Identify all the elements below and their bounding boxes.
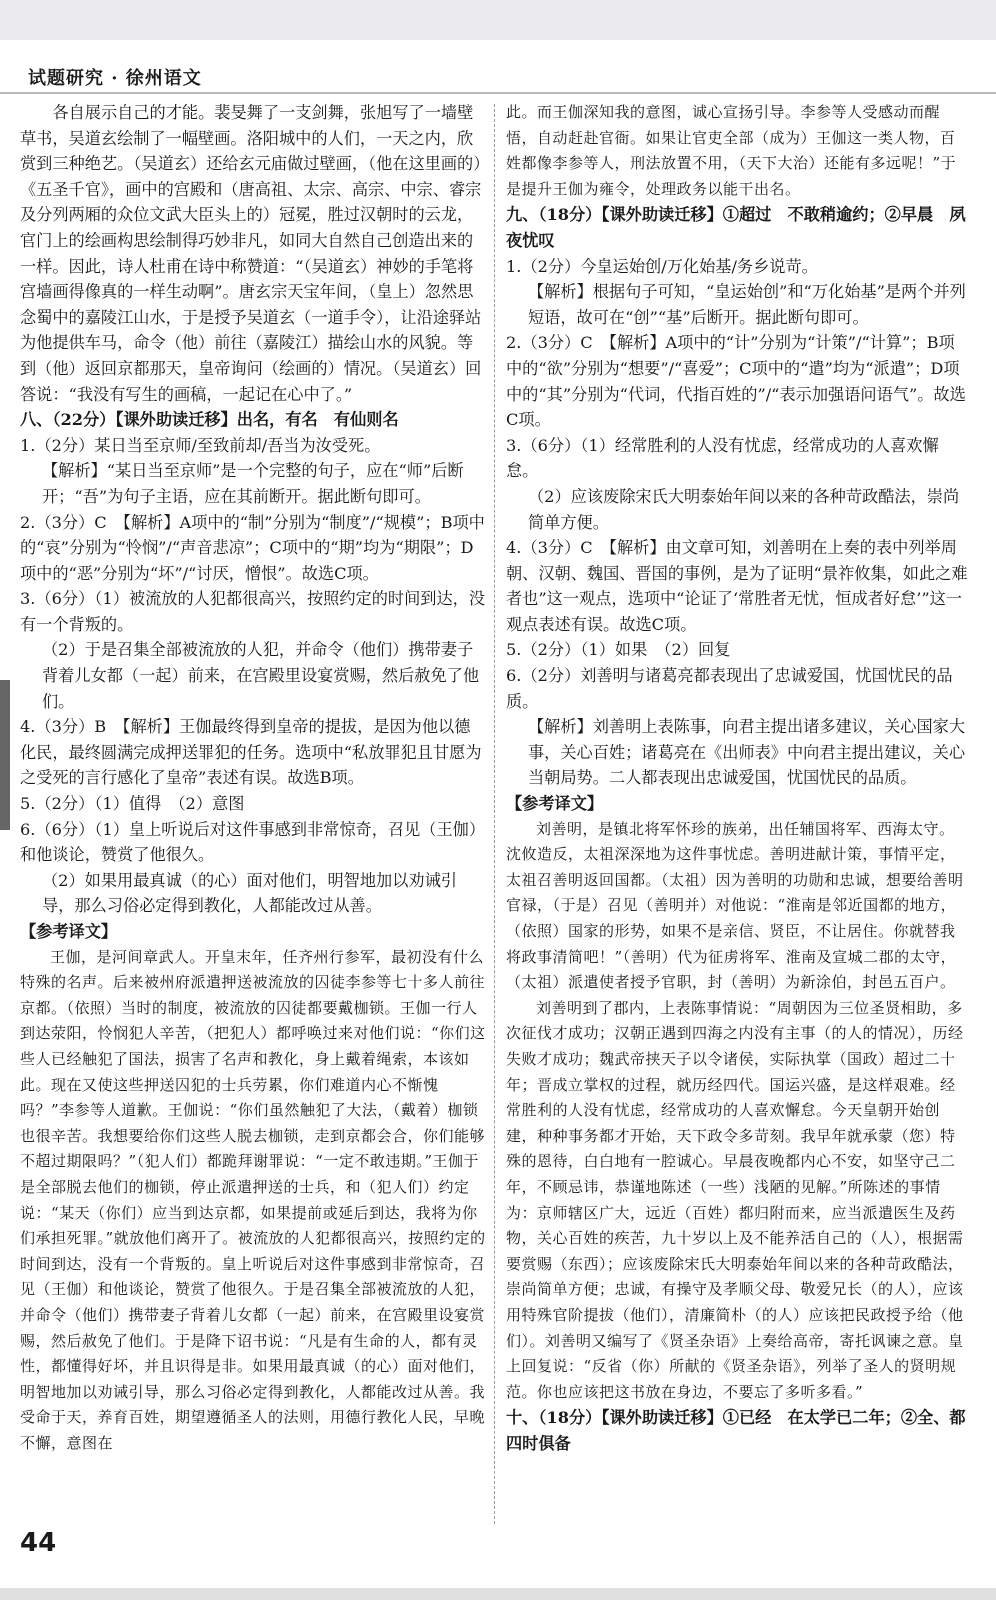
reference-translation-1: 刘善明，是镇北将军怀珍的族弟，出任辅国将军、西海太守。沈攸造反，太祖深深地为这件事忧虑。善明进献计策，事情平定，太祖召善明返回国都。（太祖）因为善明的功勋和忠诚，想要给善明官禄，（于是）召见（善明并）对他说：“淮南是邻近国都的地方，（依照）国家的形势，如果不是亲信、贤臣，不让居住。你就替我将政事清简吧！”（善明）代为征虏将军、淮南及宣城二郡的太守，（太祖）派遣使者授予官职，封（善明）为新涂伯，封邑五百户。 [506, 819, 964, 992]
reference-translation-2: 刘善明到了郡内，上表陈事情说：“周朝因为三位圣贤相助，多次征伐才成功；汉朝正遇到四海之内没有主事（的人的情况），历经失败才成功；魏武帝挟天子以令诸侯，实际执掌（国政）超过二十年；晋成立掌权的过程，就历经四代。国运兴盛，是这样艰难。经常胜利的人没有忧虑，经常成功的人喜欢懈怠。今天皇朝开始创建，种种事务都才开始，天下政令多苛刻。我早年就承蒙（您）特殊的恩待，白白地有一腔诚心。早晨夜晚都内心不安，如坚守己二年，不顾忌讳，恭谨地陈述（一些）浅陋的见解。”所陈述的事情为：京师辖区广大，远近（百姓）都归附而来，应当派遣医生及药物，关心百姓的疾苦，九十岁以上及不能养活自己的（人），根据需要赏赐（东西）；应该废除宋氏大明泰始年间以来的各种苛政酷法，崇尚简单方便；忠诚，有操守及孝顺父母、敬爱兄长（的人），应该用特殊官阶提拔（他们），清廉简朴（的人）应该把民政授予给（他们）。刘善明又编写了《贤圣杂语》上奏给高帝，寄托讽谏之意。皇上回复说：“反省（你）所献的《贤圣杂语》，列举了圣人的贤明规范。你也应该把这书放在身边，不要忘了多听多看。” [506, 998, 964, 1401]
page-number: 44 [20, 1528, 57, 1558]
answer-4: 4.（3分）B 【解析】王伽最终得到皇帝的提拔，是因为他以德化民，最终圆满完成押送罪犯的任务。选项中“私放罪犯且甘愿为之受死的言行感化了皇帝”表述有误。故选B项。 [20, 717, 482, 788]
analysis-1: 【解析】根据句子可知，“皇运始创”和“万化始基”是两个并列短语，故可在“创”“基”后断开。据此断句即可。 [528, 282, 966, 327]
reference-translation-label: 【参考译文】 [506, 794, 604, 814]
answer-2: 2.（3分）C 【解析】A项中的“制”分别为“制度”/“规模”；B项中的“哀”分别为“怜悯”/“声音悲凉”；C项中的“期”均为“期限”；D项中的“恶”分别为“坏”/“讨厌，憎恨”。故选C项。 [20, 512, 485, 583]
answer-6: 6.（6分）（1）皇上听说后对这件事感到非常惊奇，召见（王伽）和他谈论，赞赏了他很久。 [20, 819, 486, 865]
right-column [506, 100, 982, 1456]
top-bar [0, 0, 996, 40]
left-column [20, 100, 486, 1456]
analysis-1: 【解析】“某日当至京师”是一个完整的句子，应在“师”后断开；“吾”为句子主语，应在其前断开。据此断句即可。 [42, 461, 464, 506]
answer-3-part-2: （2）应该废除宋氏大明泰始年间以来的各种苛政酷法，崇尚简单方便。 [528, 486, 960, 532]
page-header: 试题研究 · 徐州语文 [28, 68, 202, 89]
answer-6: 6.（2分）刘善明与诸葛亮都表现出了忠诚爱国，忧国忧民的品质。 [506, 666, 953, 711]
answer-2: 2.（3分）C 【解析】A项中的“计”分别为“计策”/“计算”；B项中的“欲”分别为“想要”/“喜爱”；C项中的“遣”均为“派遣”；D项中的“其”分别为“代词，代指百姓的”/“表示加强语问语气”。故选C项。 [506, 333, 966, 430]
answer-6-part-2: （2）如果用最真诚（的心）面对他们，明智地加以劝诫引导，那么习俗必定得到教化，人都能改过从善。 [42, 870, 457, 916]
answer-5: 5.（2分）（1）值得 （2）意图 [20, 794, 245, 814]
section-8-heading: 八、（22分）【课外助读迁移】出名，有名 有仙则名 [20, 410, 399, 430]
answer-3-part-2: （2）于是召集全部被流放的人犯，并命令（他们）携带妻子背着儿女都（一起）前来，在宫殿里设宴赏赐，然后赦免了他们。 [42, 640, 480, 711]
translation-paragraph: 各自展示自己的才能。裴旻舞了一支剑舞，张旭写了一墙壁草书，吴道玄绘制了一幅壁画。洛阳城中的人们，一天之内，欣赏到三种绝艺。（吴道玄）还给玄元庙做过壁画，（他在这里画的）《五圣千官》，画中的宫殿和（唐高祖、太宗、高宗、中宗、睿宗及分列两厢的众位文武大臣头上的）冠冕，胜过汉朝时的云龙，官门上的绘画构思绘制得巧妙非凡，如同大自然自己创造出来的一样。因此，诗人杜甫在诗中称赞道：“（吴道玄）神妙的手笔将宫墙画得像真的一样生动啊”。唐玄宗天宝年间，（皇上）忽然思念蜀中的嘉陵江山水，于是授予吴道玄（一道手令），让沿途驿站为他提供车马，命令（他）前往（嘉陵江）描绘山水的风貌。等到（他）返回京都那天，皇帝询问（绘画的）情况。（吴道玄）回答说：“我没有写生的画稿，一起记在心中了。” [20, 103, 482, 404]
reference-translation: 王伽，是河间章武人。开皇末年，任齐州行参军，最初没有什么特殊的名声。后来被州府派遣押送被流放的囚徒李参等七十多人前往京都。（依照）当时的制度，被流放的囚徒都要戴枷锁。王伽一行人到达荥阳，怜悯犯人辛苦，（把犯人）都呼唤过来对他们说：“你们这些人已经触犯了国法，损害了名声和教化，身上戴着绳索，本该如此。现在又使这些押送囚犯的士兵劳累，你们难道内心不惭愧吗？”李参等人道歉。王伽说：“你们虽然触犯了大法，（戴着）枷锁也很辛苦。我想要给你们这些人脱去枷锁，走到京都会合，你们能够不超过期限吗？”（犯人们）都跪拜谢罪说：“一定不敢违期。”王伽于是全部脱去他们的枷锁，停止派遣押送的士兵，和（犯人们）约定说：“某天（你们）应当到达京都，如果提前或延后到达，我将为你们承担死罪。”就放他们离开了。被流放的人犯都很高兴，按照约定的时间到达，没有一个背叛的。皇上听说后对这件事感到非常惊奇，召见（王伽）和他谈论，赞赏了他很久。于是召集全部被流放的人犯，并命令（他们）携带妻子背着儿女都（一起）前来，在宫殿里设宴赏赐，然后赦免了他们。于是降下诏书说：“凡是有生命的人，都有灵性，都懂得好坏，并且识得是非。如果用最真诚（的心）面对他们，明智地加以劝诫引导，那么习俗必定得到教化，人都能改过从善。我受命于天，养育百姓，期望遵循圣人的法则，用德行教化人民，早晚不懈，意图在 [20, 947, 486, 1452]
bottom-strip [0, 1588, 996, 1600]
answer-1: 1.（2分）今皇运始创/万化始基/务乡说苛。 [506, 256, 818, 276]
answer-4: 4.（3分）C 【解析】由文章可知，刘善明在上奏的表中列举周朝、汉朝、魏国、晋国的事例，是为了证明“景祚攸集，如此之难者也”这一观点，选项中“论证了‘常胜者无忧，恒成者好怠’”这一观点表述有误。故选C项。 [506, 538, 968, 634]
column-divider [494, 104, 495, 1524]
side-tab-marker [0, 680, 10, 830]
section-10-heading: 十、（18分）【课外助读迁移】①已经 在太学已二年；②全、都 四时俱备 [506, 1408, 982, 1453]
header-divider [0, 92, 996, 94]
answer-3: 3.（6分）（1）被流放的人犯都很高兴，按照约定的时间到达，没有一个背叛的。 [20, 589, 486, 634]
section-9-heading: 九、（18分）【课外助读迁移】①超过 不敢稍逾约；②早晨 夙夜忧叹 [506, 205, 966, 250]
answer-3: 3.（6分）（1）经常胜利的人没有忧虑，经常成功的人喜欢懈怠。 [506, 435, 939, 481]
analysis-6: 【解析】刘善明上表陈事，向君主提出诸多建议，关心国家大事，关心百姓；诸葛亮在《出师表》中向君主提出建议，关心当朝局势。二人都表现出忠诚爱国，忧国忧民的品质。 [528, 717, 966, 788]
translation-continued: 此。而王伽深知我的意图，诚心宣扬引导。李参等人受感动而醒悟，自动赶赴官衙。如果让官吏全部（成为）王伽这一类人物，百姓都像李参等人，刑法放置不用，（天下大治）还能有多远呢！”于是提升王伽为雍令，处理政务以能干出名。 [506, 103, 957, 198]
answer-1: 1.（2分）某日当至京师/至致前却/吾当为汝受死。 [20, 435, 381, 455]
answer-5: 5.（2分）（1）如果 （2）回复 [506, 640, 731, 660]
reference-translation-label: 【参考译文】 [20, 922, 118, 941]
